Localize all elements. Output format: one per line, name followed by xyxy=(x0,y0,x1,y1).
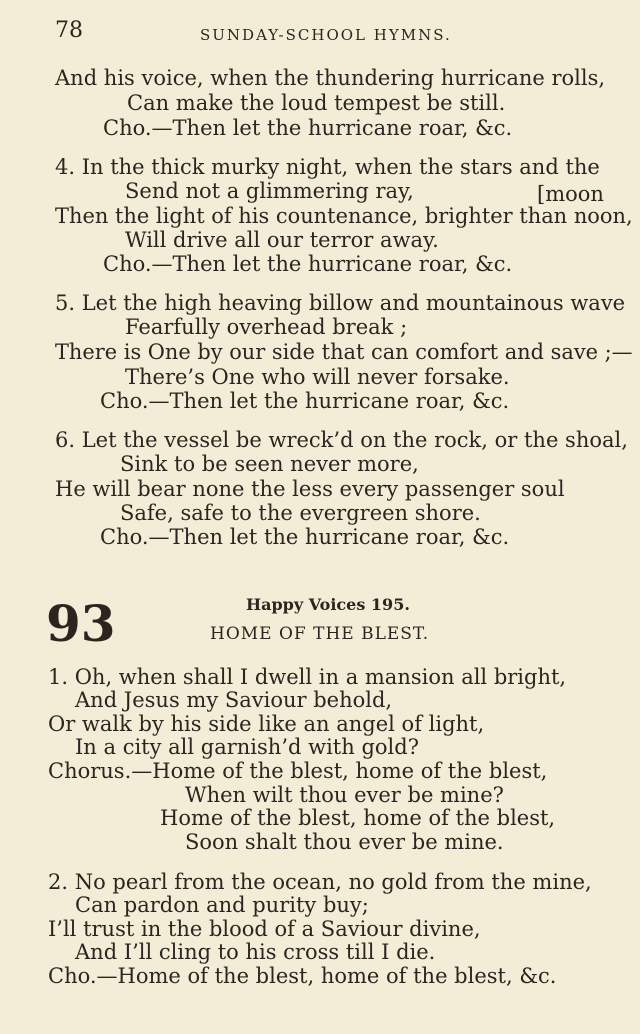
turnover-word: [moon xyxy=(537,182,604,206)
verse-line: I’ll trust in the blood of a Saviour divine, xyxy=(48,917,481,941)
verse-line: Then the light of his countenance, brighter than noon, xyxy=(55,204,633,228)
verse-line: He will bear none the less every passenger soul xyxy=(55,477,565,501)
hymn-title: HOME OF THE BLEST. xyxy=(210,624,430,644)
chorus-line: Home of the blest, home of the blest, xyxy=(160,806,556,830)
verse-line: There is One by our side that can comfort and save ;— xyxy=(55,340,633,364)
verse-line: 1. Oh, when shall I dwell in a mansion all bright, xyxy=(48,665,567,689)
verse-line: Fearfully overhead break ; xyxy=(125,315,408,339)
verse-line: Send not a glimmering ray, xyxy=(125,179,414,203)
chorus-line: Cho.—Then let the hurricane roar, &c. xyxy=(100,525,510,549)
chorus-line: Soon shalt thou ever be mine. xyxy=(185,830,504,854)
page-number: 78 xyxy=(55,18,83,43)
chorus-line: Chorus.—Home of the blest, home of the blest, xyxy=(48,759,548,783)
verse-line: Safe, safe to the evergreen shore. xyxy=(120,501,481,525)
verse-line: And Jesus my Saviour behold, xyxy=(75,688,393,712)
chorus-line: When wilt thou ever be mine? xyxy=(185,783,504,807)
verse-line: In a city all garnish’d with gold? xyxy=(75,735,419,759)
verse-line: 6. Let the vessel be wreck’d on the rock, or the shoal, xyxy=(55,428,628,452)
tune-reference: Happy Voices 195. xyxy=(246,595,410,614)
verse-line: Sink to be seen never more, xyxy=(120,452,419,476)
chorus-line: Cho.—Then let the hurricane roar, &c. xyxy=(100,389,510,413)
chorus-line: Cho.—Then let the hurricane roar, &c. xyxy=(103,116,513,140)
verse-line: Can pardon and purity buy; xyxy=(75,893,369,917)
chorus-line: Cho.—Home of the blest, home of the blest, &c. xyxy=(48,964,557,988)
verse-line: 5. Let the high heaving billow and mountainous wave xyxy=(55,291,626,315)
verse-line: Will drive all our terror away. xyxy=(125,228,439,252)
verse-line: Can make the loud tempest be still. xyxy=(127,91,506,115)
hymn-number: 93 xyxy=(46,594,116,653)
verse-line: 4. In the thick murky night, when the stars and the xyxy=(55,155,600,179)
verse-line: 2. No pearl from the ocean, no gold from the mine, xyxy=(48,870,592,894)
verse-line: There’s One who will never forsake. xyxy=(125,365,510,389)
verse-line: And I’ll cling to his cross till I die. xyxy=(75,940,436,964)
running-title: SUNDAY-SCHOOL HYMNS. xyxy=(200,26,452,44)
verse-line: Or walk by his side like an angel of light, xyxy=(48,712,485,736)
verse-line: And his voice, when the thundering hurricane rolls, xyxy=(55,66,606,90)
chorus-line: Cho.—Then let the hurricane roar, &c. xyxy=(103,252,513,276)
